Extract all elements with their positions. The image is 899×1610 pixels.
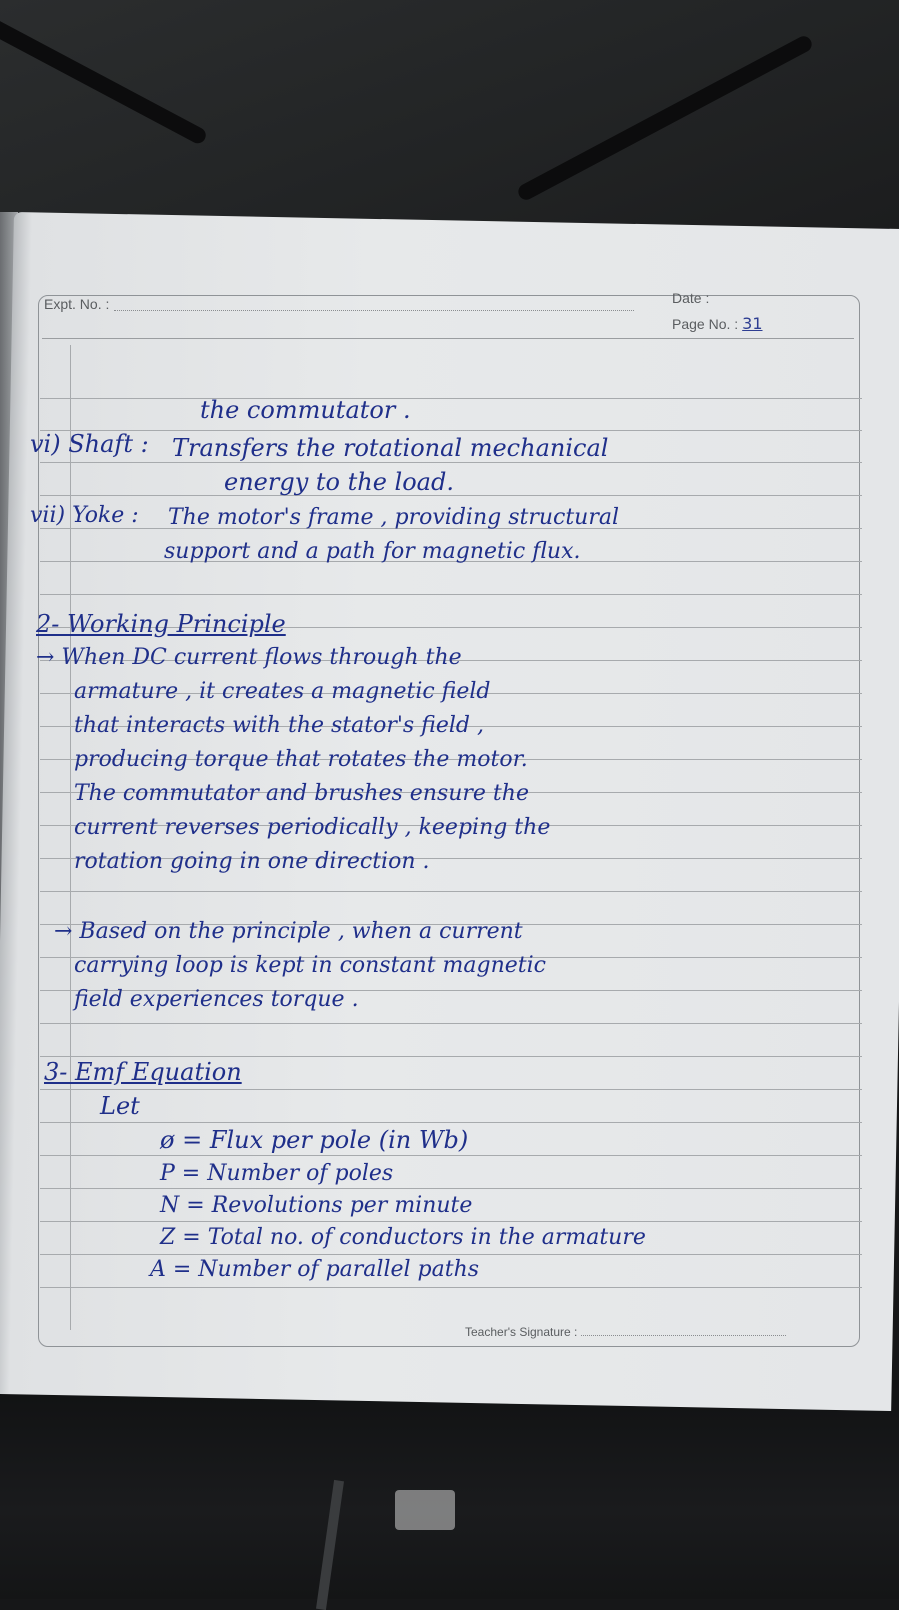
emf-variable-a: A = Number of parallel paths [150, 1257, 480, 1282]
ruled-line [40, 398, 862, 399]
page-header [38, 278, 858, 340]
wp-line: current reverses periodically , keeping the [74, 815, 551, 840]
emf-let: Let [100, 1092, 140, 1120]
working-principle-heading: 2- Working Principle [36, 610, 286, 638]
bp-line: field experiences torque . [74, 987, 359, 1012]
ruled-line [40, 430, 862, 431]
bp-line: carrying loop is kept in constant magnetic [74, 953, 547, 978]
ruled-line [40, 1056, 862, 1057]
ruled-line [40, 594, 862, 595]
desk-background [0, 0, 899, 230]
signature-dotted-line [581, 1335, 786, 1336]
page-no-field [672, 314, 763, 333]
emf-variable-phi: ø = Flux per pole (in Wb) [160, 1126, 469, 1154]
ruled-line [40, 1122, 862, 1123]
emf-variable-z: Z = Total no. of conductors in the armature [160, 1225, 646, 1250]
wp-line: rotation going in one direction . [74, 849, 430, 874]
page-no-label: Page No. : [672, 316, 739, 332]
date-label: Date : [672, 290, 710, 306]
note-line: the commutator . [200, 396, 411, 424]
yoke-label: vii) Yoke : [30, 503, 139, 528]
emf-variable-n: N = Revolutions per minute [160, 1193, 473, 1218]
expt-no-label: Expt. No. : [44, 296, 110, 312]
ruled-line [40, 462, 862, 463]
ruled-line [40, 891, 862, 892]
wp-line: that interacts with the stator's field , [74, 713, 484, 738]
wp-line: The commutator and brushes ensure the [74, 781, 529, 806]
ruled-line [40, 1188, 862, 1189]
ruled-line [40, 1287, 862, 1288]
ruled-line [40, 1155, 862, 1156]
wp-line: → When DC current flows through the [36, 645, 462, 670]
ruled-line [40, 1221, 862, 1222]
bp-line: → Based on the principle , when a current [54, 919, 523, 944]
shaft-label: vi) Shaft : [30, 430, 149, 458]
light-reflection [395, 1490, 455, 1530]
yoke-text: The motor's frame , providing structural [168, 505, 620, 530]
shaft-text-cont: energy to the load. [224, 468, 454, 496]
ruled-line [40, 1023, 862, 1024]
margin-line [70, 345, 71, 1330]
yoke-text-cont: support and a path for magnetic flux. [164, 539, 581, 564]
wp-line: producing torque that rotates the motor. [74, 747, 528, 772]
shaft-text: Transfers the rotational mechanical [172, 434, 609, 462]
ruled-line [40, 1254, 862, 1255]
expt-no-dotted-line [114, 310, 634, 311]
wp-line: armature , it creates a magnetic field [74, 679, 491, 704]
teacher-signature-label: Teacher's Signature : [465, 1325, 578, 1339]
ruled-line [40, 1089, 862, 1090]
emf-variable-p: P = Number of poles [160, 1161, 394, 1186]
teacher-signature-field [465, 1325, 786, 1339]
emf-equation-heading: 3- Emf Equation [44, 1058, 242, 1086]
header-divider [42, 338, 854, 339]
page-number: 31 [742, 314, 763, 333]
